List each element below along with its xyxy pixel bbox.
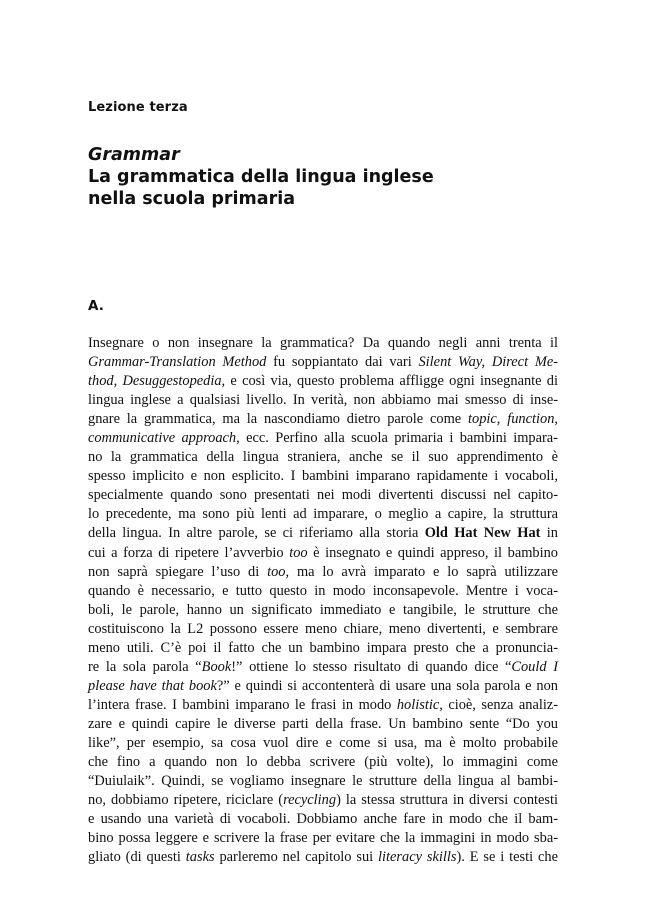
text-line: bino possa leggere e scrivere la frase per evitare che la immagini in modo sba-	[88, 830, 558, 847]
text-line: gnare la grammatica, ma la nascondiamo dietro parole come topic, function,	[88, 411, 558, 428]
chapter-title	[88, 144, 434, 210]
text-line: re la sola parola “Book!” ottiene lo stesso risultato di quando dice “Could I	[88, 658, 559, 675]
title-line-1: Grammar	[88, 145, 180, 165]
text-line: Grammar-Translation Method fu soppiantato dai vari Silent Way, Direct Me-	[88, 354, 558, 371]
text-line: thod, Desuggestopedia, e così via, questo problema affligge ogni insegnante di	[88, 373, 558, 390]
text-line: gliato (di questi tasks parleremo nel capitolo sui literacy skills). E se i testi che	[88, 849, 558, 866]
text-line: quando è necessario, e tutto questo in modo inconsapevole. Mentre i voca-	[88, 582, 558, 599]
text-line: please have that book?” e quindi si accontenterà di usare una sola parola e non	[88, 677, 558, 694]
text-line: non saprà spiegare l’uso di too, ma lo avrà imparato e lo saprà utilizzare	[88, 563, 559, 580]
text-line: zare e quindi capire le diverse parti della frase. Un bambino sente “Do you	[88, 715, 558, 732]
title-line-3: nella scuola primaria	[88, 189, 296, 209]
text-line: che fino a quando non lo debba scrivere (più volte), lo immagini come	[88, 754, 558, 771]
text-line: costituiscono la L2 possono essere meno chiare, meno divertenti, e sembrare	[88, 620, 558, 637]
text-line: meno utili. C’è poi il fatto che un bambino impara presto che a pronuncia-	[88, 639, 558, 656]
text-line: specialmente quando sono presentati nei modi divertenti discussi nel capito-	[88, 487, 558, 504]
text-line: della lingua. In altre parole, se ci riferiamo alla storia Old Hat New Hat in	[88, 525, 559, 542]
text-line: no, dobbiamo ripetere, riciclare (recycling) la stessa struttura in diversi contesti	[88, 792, 558, 809]
text-line: no la grammatica della lingua straniera, anche se il suo apprendimento è	[88, 449, 558, 466]
text-line: e usando una varietà di vocaboli. Dobbiamo anche fare in modo che il bam-	[88, 811, 558, 828]
text-line: “Duiulaik”. Quindi, se vogliamo insegnare le strutture della lingua al bambi-	[88, 773, 558, 790]
text-line: like”, per esempio, sa cosa vuol dire e come si usa, ma è molto probabile	[88, 734, 558, 751]
text-line: spesso implicito e non esplicito. I bambini imparano rapidamente i vocaboli,	[88, 468, 558, 485]
text-line: communicative approach, ecc. Perfino alla scuola primaria i bambini impara-	[88, 430, 558, 447]
lesson-header: Lezione terza	[88, 100, 188, 115]
text-line: cui a forza di ripetere l’avverbio too è insegnato e quindi appreso, il bambino	[88, 544, 558, 561]
text-line: lingua inglese a qualsiasi livello. In verità, non abbiamo mai smesso di inse-	[88, 392, 558, 409]
text-line: boli, le parole, hanno un significato immediato e tangibile, le strutture che	[88, 601, 558, 618]
text-line: lo precedente, ma sono più lenti ad imparare, o meglio a capire, la struttura	[88, 506, 558, 523]
body-text	[88, 334, 558, 867]
section-heading: A.	[88, 298, 104, 314]
title-line-2: La grammatica della lingua inglese	[88, 167, 434, 187]
text-line: Insegnare o non insegnare la grammatica? Da quando negli anni trenta il	[88, 335, 558, 351]
text-line: l’intera frase. I bambini imparano le frasi in modo holistic, cioè, senza analiz-	[88, 696, 559, 713]
